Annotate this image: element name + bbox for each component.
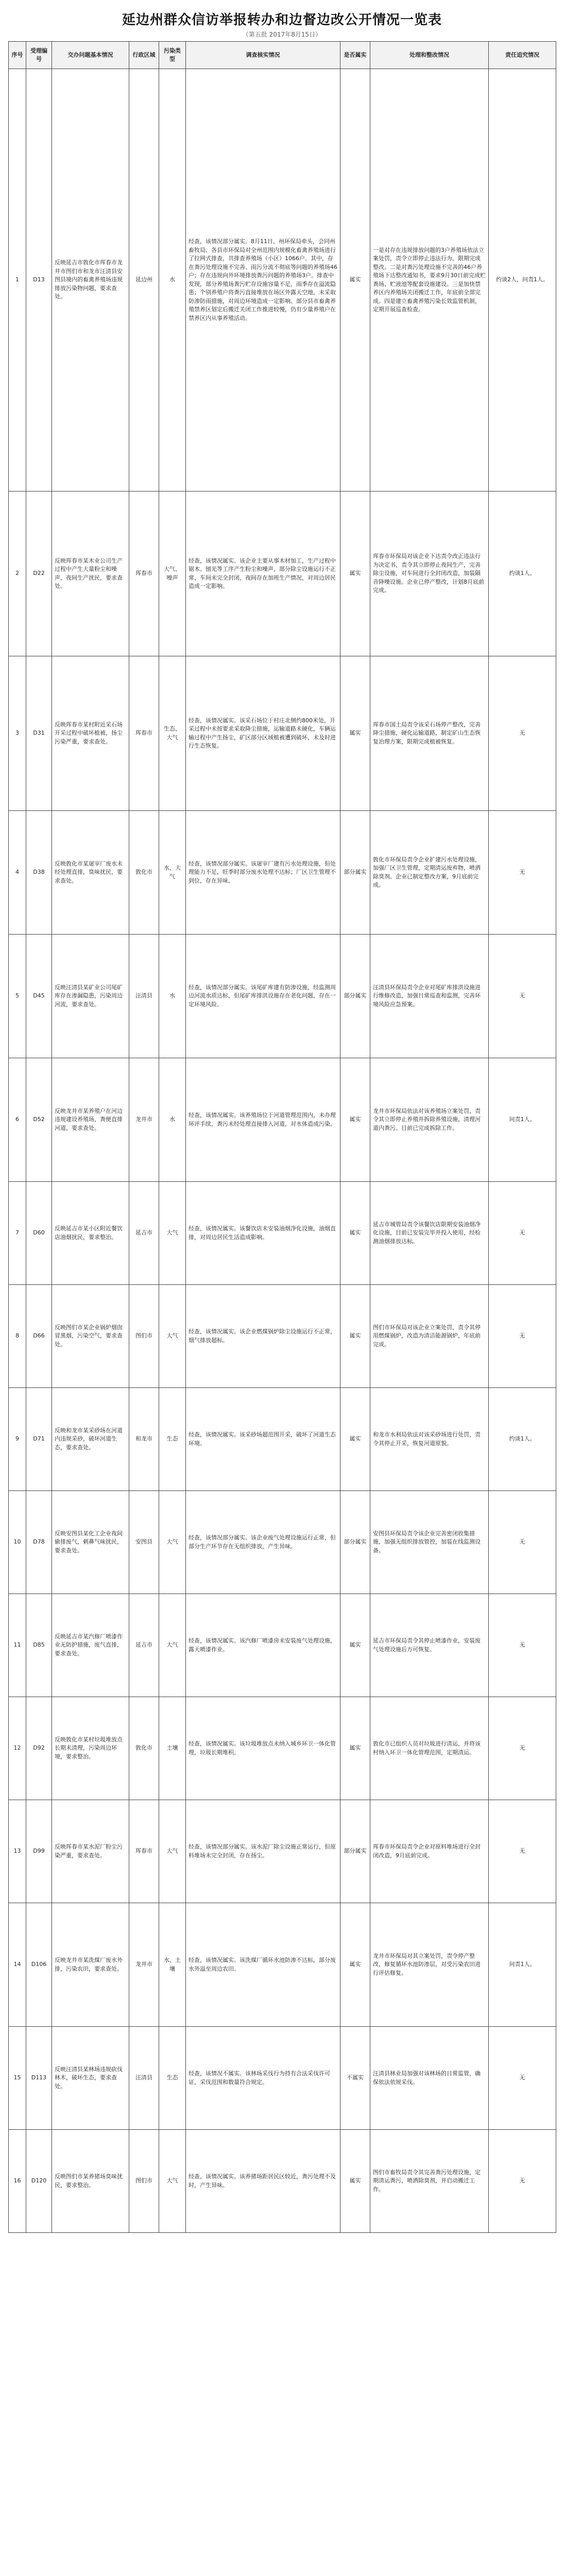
accountability-cell: 无 bbox=[489, 656, 556, 811]
issue-cell: 反映珲春市某木业公司生产过程中产生大量粉尘和噪声，夜间生产扰民，要求查处。 bbox=[52, 492, 129, 656]
table-row bbox=[9, 656, 556, 811]
handling-cell: 龙井市环保局对其立案处罚，责令停产整改，修复循环水池防渗层，对受污染农田进行评估修复。 bbox=[370, 1903, 489, 2027]
accountability-cell: 约谈1人。 bbox=[489, 492, 556, 656]
handling-cell: 龙井市环保局依法对该养殖场立案处罚，责令其立即停止养殖并拆除养殖设施，清理河道内粪污。目前已完成拆除工作。 bbox=[370, 1058, 489, 1182]
table-row bbox=[9, 935, 556, 1058]
issue-cell: 反映延吉市某小区附近餐饮店油烟扰民，要求整治。 bbox=[52, 1182, 129, 1285]
handling-cell: 汪清县林业局加强对该林场的日常监管，确保依法依规采伐。 bbox=[370, 2027, 489, 2130]
header-cell: 处理和整改情况 bbox=[370, 42, 489, 69]
header-cell: 受理编号 bbox=[26, 42, 52, 69]
table-header-row bbox=[9, 42, 556, 69]
issue-cell: 反映延吉市敦化市珲春市龙井市图们市和龙市汪清县安图县境内的畜禽养殖场违规排放污染物问题，要求查处。 bbox=[52, 69, 129, 492]
pollution-type-cell: 水 bbox=[159, 69, 186, 492]
finding-cell: 经查，该情况属实。该汽修厂喷漆房未安装废气处理设施，露天喷漆作业。 bbox=[186, 1594, 340, 1697]
handling-cell: 汪清县环保局责令企业对尾矿库排洪设施进行维修改造，加强日常巡查和监测，完善环境风险应急预案。 bbox=[370, 935, 489, 1058]
pollution-type-cell: 大气 bbox=[159, 1285, 186, 1388]
region-cell: 汪清县 bbox=[129, 935, 159, 1058]
issue-cell: 反映图们市某养猪场臭味扰民，要求整治。 bbox=[52, 2130, 129, 2233]
row-number: 13 bbox=[9, 1800, 26, 1903]
accountability-cell: 无 bbox=[489, 1182, 556, 1285]
handling-cell: 延吉市环保局责令其停止喷漆作业，安装废气处理设施后方可恢复。 bbox=[370, 1594, 489, 1697]
accountability-cell: 无 bbox=[489, 1800, 556, 1903]
finding-cell: 经查，该情况属实。该采砂场超范围开采，破坏了河道生态环境。 bbox=[186, 1388, 340, 1491]
pollution-type-cell: 生态 bbox=[159, 2027, 186, 2130]
verified-cell: 属实 bbox=[340, 1903, 370, 2027]
handling-cell: 珲春市环保局对该企业下达责令改正违法行为决定书，责令其立即停止夜间生产，完善除尘设施，对车间进行全封闭改造，加装隔音降噪设施。企业已停产整改，计划8月底前完成。 bbox=[370, 492, 489, 656]
accountability-cell: 无 bbox=[489, 811, 556, 935]
finding-cell: 经查，该情况部分属实。该企业废气处理设施运行正常，但部分生产环节存在无组织排放，产生异味。 bbox=[186, 1491, 340, 1594]
pollution-type-cell: 大气 bbox=[159, 1594, 186, 1697]
header-cell: 污染类型 bbox=[159, 42, 186, 69]
issue-cell: 反映汪清县某林场违规砍伐林木，破坏生态，要求查处。 bbox=[52, 2027, 129, 2130]
row-number: 5 bbox=[9, 935, 26, 1058]
region-cell: 图们市 bbox=[129, 1285, 159, 1388]
region-cell: 敦化市 bbox=[129, 811, 159, 935]
verified-cell: 属实 bbox=[340, 1182, 370, 1285]
finding-cell: 经查，该情况不属实。该林场采伐行为持有合法采伐许可证，采伐范围和数量符合规定。 bbox=[186, 2027, 340, 2130]
accountability-cell: 无 bbox=[489, 2130, 556, 2233]
header-cell: 调查核实情况 bbox=[186, 42, 340, 69]
accountability-cell: 无 bbox=[489, 1594, 556, 1697]
table-row bbox=[9, 1903, 556, 2027]
handling-cell: 图们市畜牧局责令其完善粪污处理设施，定期清运粪污，喷洒除臭剂，并启动搬迁工作。 bbox=[370, 2130, 489, 2233]
issue-cell: 反映珲春市某村附近采石场开采过程中破坏植被，扬尘污染严重，要求查处。 bbox=[52, 656, 129, 811]
pollution-type-cell: 大气、噪声 bbox=[159, 492, 186, 656]
accountability-cell: 无 bbox=[489, 935, 556, 1058]
region-cell: 敦化市 bbox=[129, 1697, 159, 1800]
issue-cell: 反映图们市某企业锅炉烟囱冒黑烟，污染空气，要求查处。 bbox=[52, 1285, 129, 1388]
case-id: D113 bbox=[26, 2027, 52, 2130]
table-row bbox=[9, 1285, 556, 1388]
issue-cell: 反映延吉市某汽修厂喷漆作业无防护措施，废气直排，要求查处。 bbox=[52, 1594, 129, 1697]
table-row bbox=[9, 811, 556, 935]
finding-cell: 经查，该情况部分属实。8月11日，州环保局牵头，会同州畜牧局、各县市环保局对全州范围内规模化畜禽养殖场进行了拉网式排查，共排查养殖场（小区）1066户。其中，存在粪污处理设施不完善、雨污分流不彻底等问题的养殖场46户；存在违规向外环境排放粪污问题的养殖场3户。排查中发现，部分养殖场粪污贮存设施容量不足，雨季存在溢流隐患；个别养殖户将粪污直接堆放在场区外露天空地，未采取防渗防雨措施，对周边环境造成一定影响。部分县市畜禽养殖禁养区划定后搬迁关闭工作推进较慢，仍有少量养殖户在禁养区内从事养殖活动。 bbox=[186, 69, 340, 492]
handling-cell: 珲春市环保局责令企业对原料堆场进行全封闭改造，9月底前完成。 bbox=[370, 1800, 489, 1903]
verified-cell: 属实 bbox=[340, 69, 370, 492]
verified-cell: 属实 bbox=[340, 656, 370, 811]
page-subtitle: （第五批 2017年8月15日） bbox=[242, 31, 322, 38]
handling-cell: 敦化市已组织人员对垃圾进行清运，并将该村纳入环卫一体化管理范围，定期清运。 bbox=[370, 1697, 489, 1800]
verified-cell: 属实 bbox=[340, 1058, 370, 1182]
issue-cell: 反映敦化市某村垃圾堆放点长期未清理，污染周边环境，要求整治。 bbox=[52, 1697, 129, 1800]
handling-cell: 和龙市水利局依法对该采砂场进行处罚，责令其停止开采，恢复河道原貌。 bbox=[370, 1388, 489, 1491]
finding-cell: 经查，该情况属实。该养殖场位于河道管理范围内，未办理环评手续，粪污未经处理直接排入河道，对水体造成污染。 bbox=[186, 1058, 340, 1182]
finding-cell: 经查，该情况属实。该企业燃煤锅炉除尘设施运行不正常，烟气排放超标。 bbox=[186, 1285, 340, 1388]
verified-cell: 部分属实 bbox=[340, 1491, 370, 1594]
header-cell: 责任追究情况 bbox=[489, 42, 556, 69]
table-row bbox=[9, 1388, 556, 1491]
row-number: 2 bbox=[9, 492, 26, 656]
row-number: 8 bbox=[9, 1285, 26, 1388]
row-number: 16 bbox=[9, 2130, 26, 2233]
table-row bbox=[9, 2130, 556, 2233]
handling-cell: 延吉市城管局责令该餐饮店限期安装油烟净化设施，目前已安装完毕并投入使用，经检测油烟排放达标。 bbox=[370, 1182, 489, 1285]
case-id: D45 bbox=[26, 935, 52, 1058]
pollution-type-cell: 水、土壤 bbox=[159, 1903, 186, 2027]
pollution-type-cell: 生态 bbox=[159, 1388, 186, 1491]
region-cell: 龙井市 bbox=[129, 1058, 159, 1182]
row-number: 4 bbox=[9, 811, 26, 935]
finding-cell: 经查，该情况部分属实。该屠宰厂建有污水处理设施，但处理能力不足，旺季时部分废水处理不达标；厂区卫生管理不到位，存在异味。 bbox=[186, 811, 340, 935]
region-cell: 和龙市 bbox=[129, 1388, 159, 1491]
row-number: 12 bbox=[9, 1697, 26, 1800]
case-id: D99 bbox=[26, 1800, 52, 1903]
row-number: 10 bbox=[9, 1491, 26, 1594]
finding-cell: 经查，该情况属实。该养猪场距居民区较近，粪污处理不及时，产生异味。 bbox=[186, 2130, 340, 2233]
row-number: 11 bbox=[9, 1594, 26, 1697]
row-number: 6 bbox=[9, 1058, 26, 1182]
verified-cell: 属实 bbox=[340, 2130, 370, 2233]
case-id: D85 bbox=[26, 1594, 52, 1697]
region-cell: 延吉市 bbox=[129, 1594, 159, 1697]
finding-cell: 经查，该情况部分属实。该尾矿库建有防渗设施，经监测周边河流水质达标，但尾矿库排洪设施存在老化问题，存在一定环境风险。 bbox=[186, 935, 340, 1058]
table-row bbox=[9, 1491, 556, 1594]
header-cell: 是否属实 bbox=[340, 42, 370, 69]
verified-cell: 属实 bbox=[340, 1285, 370, 1388]
table-row bbox=[9, 492, 556, 656]
case-id: D52 bbox=[26, 1058, 52, 1182]
report-table bbox=[8, 41, 556, 2233]
finding-cell: 经查，该情况属实。该企业主要从事木材加工，生产过程中锯木、刨光等工序产生粉尘和噪声，部分除尘设施运行不正常，车间未完全封闭，夜间存在加班生产情况，对周边居民造成一定影响。 bbox=[186, 492, 340, 656]
region-cell: 珲春市 bbox=[129, 1800, 159, 1903]
page-title: 延边州群众信访举报转办和边督边改公开情况一览表 bbox=[122, 12, 442, 28]
finding-cell: 经查，该情况属实。该洗煤厂循环水池防渗不达标，部分废水外溢至周边农田。 bbox=[186, 1903, 340, 2027]
accountability-cell: 无 bbox=[489, 1697, 556, 1800]
row-number: 15 bbox=[9, 2027, 26, 2130]
issue-cell: 反映汪清县某矿业公司尾矿库存在渗漏隐患，污染周边河流，要求查处。 bbox=[52, 935, 129, 1058]
issue-cell: 反映和龙市某采砂场在河道内违规采砂，破坏河道生态，要求查处。 bbox=[52, 1388, 129, 1491]
verified-cell: 部分属实 bbox=[340, 1800, 370, 1903]
case-id: D71 bbox=[26, 1388, 52, 1491]
accountability-cell: 无 bbox=[489, 2027, 556, 2130]
row-number: 14 bbox=[9, 1903, 26, 2027]
case-id: D92 bbox=[26, 1697, 52, 1800]
table-row bbox=[9, 1800, 556, 1903]
table-row bbox=[9, 2027, 556, 2130]
table-row bbox=[9, 69, 556, 492]
verified-cell: 属实 bbox=[340, 1388, 370, 1491]
header-cell: 交办问题基本情况 bbox=[52, 42, 129, 69]
handling-cell: 珲春市国土局责令该采石场停产整改，完善降尘措施，硬化运输道路，制定矿山生态恢复治理方案，限期完成植被恢复。 bbox=[370, 656, 489, 811]
pollution-type-cell: 水 bbox=[159, 935, 186, 1058]
case-id: D60 bbox=[26, 1182, 52, 1285]
accountability-cell: 约谈2人，问责1人。 bbox=[489, 69, 556, 492]
row-number: 1 bbox=[9, 69, 26, 492]
row-number: 9 bbox=[9, 1388, 26, 1491]
region-cell: 图们市 bbox=[129, 2130, 159, 2233]
case-id: D38 bbox=[26, 811, 52, 935]
region-cell: 延吉市 bbox=[129, 1182, 159, 1285]
header-cell: 行政区域 bbox=[129, 42, 159, 69]
handling-cell: 敦化市环保局责令企业扩建污水处理设施，加强厂区卫生管理，定期清运废弃物，喷洒除臭剂。企业已制定整改方案，9月底前完成。 bbox=[370, 811, 489, 935]
issue-cell: 反映龙井市某洗煤厂废水外排，污染农田，要求查处。 bbox=[52, 1903, 129, 2027]
verified-cell: 部分属实 bbox=[340, 811, 370, 935]
region-cell: 龙井市 bbox=[129, 1903, 159, 2027]
verified-cell: 部分属实 bbox=[340, 935, 370, 1058]
table-row bbox=[9, 1594, 556, 1697]
case-id: D78 bbox=[26, 1491, 52, 1594]
case-id: D13 bbox=[26, 69, 52, 492]
issue-cell: 反映安图县某化工企业夜间偷排废气，刺鼻气味扰民，要求查处。 bbox=[52, 1491, 129, 1594]
issue-cell: 反映珲春市某水泥厂粉尘污染严重，要求查处。 bbox=[52, 1800, 129, 1903]
verified-cell: 不属实 bbox=[340, 2027, 370, 2130]
handling-cell: 一是对存在违规排放问题的3户养殖场依法立案处罚，责令立即停止违法行为，限期完成整改。二是对粪污处理设施不完善的46户养殖场下达整改通知书，要求9月30日前完成贮粪场、贮液池等配套设施建设。三是加快禁养区内养殖场关闭搬迁工作，年底前全部完成。四是建立畜禽养殖污染长效监管机制，定期开展巡查检查。 bbox=[370, 69, 489, 492]
case-id: D22 bbox=[26, 492, 52, 656]
region-cell: 珲春市 bbox=[129, 656, 159, 811]
region-cell: 安图县 bbox=[129, 1491, 159, 1594]
finding-cell: 经查，该情况部分属实。该水泥厂除尘设施正常运行，但原料堆场未完全封闭，存在扬尘。 bbox=[186, 1800, 340, 1903]
pollution-type-cell: 大气 bbox=[159, 2130, 186, 2233]
finding-cell: 经查，该情况属实。该餐饮店未安装油烟净化设施，油烟直排，对周边居民生活造成影响。 bbox=[186, 1182, 340, 1285]
case-id: D120 bbox=[26, 2130, 52, 2233]
case-id: D66 bbox=[26, 1285, 52, 1388]
region-cell: 延边州 bbox=[129, 69, 159, 492]
accountability-cell: 无 bbox=[489, 1285, 556, 1388]
accountability-cell: 问责1人。 bbox=[489, 1903, 556, 2027]
pollution-type-cell: 生态、大气 bbox=[159, 656, 186, 811]
table-body bbox=[9, 69, 556, 2233]
handling-cell: 安图县环保局责令该企业完善密闭收集措施，加强无组织排放管控，加装在线监测设备。 bbox=[370, 1491, 489, 1594]
accountability-cell: 问责1人。 bbox=[489, 1058, 556, 1182]
row-number: 7 bbox=[9, 1182, 26, 1285]
header-cell: 序号 bbox=[9, 42, 26, 69]
accountability-cell: 约谈1人。 bbox=[489, 1388, 556, 1491]
issue-cell: 反映龙井市某养殖户在河边违规建设养殖场，粪便直排河道，要求查处。 bbox=[52, 1058, 129, 1182]
table-row bbox=[9, 1697, 556, 1800]
handling-cell: 图们市环保局对该企业立案处罚，责令其停用燃煤锅炉，改造为清洁能源锅炉，年底前完成。 bbox=[370, 1285, 489, 1388]
issue-cell: 反映敦化市某屠宰厂废水未经处理直排，臭味扰民，要求查处。 bbox=[52, 811, 129, 935]
table-row bbox=[9, 1058, 556, 1182]
pollution-type-cell: 大气 bbox=[159, 1491, 186, 1594]
case-id: D106 bbox=[26, 1903, 52, 2027]
pollution-type-cell: 大气 bbox=[159, 1182, 186, 1285]
case-id: D31 bbox=[26, 656, 52, 811]
verified-cell: 属实 bbox=[340, 492, 370, 656]
verified-cell: 属实 bbox=[340, 1697, 370, 1800]
pollution-type-cell: 大气 bbox=[159, 1800, 186, 1903]
finding-cell: 经查，该情况属实。该垃圾堆放点未纳入城乡环卫一体化管理，垃圾长期堆积。 bbox=[186, 1697, 340, 1800]
region-cell: 汪清县 bbox=[129, 2027, 159, 2130]
verified-cell: 属实 bbox=[340, 1594, 370, 1697]
pollution-type-cell: 水 bbox=[159, 1058, 186, 1182]
row-number: 3 bbox=[9, 656, 26, 811]
pollution-type-cell: 水、大气 bbox=[159, 811, 186, 935]
table-row bbox=[9, 1182, 556, 1285]
region-cell: 珲春市 bbox=[129, 492, 159, 656]
accountability-cell: 无 bbox=[489, 1491, 556, 1594]
pollution-type-cell: 土壤 bbox=[159, 1697, 186, 1800]
finding-cell: 经查，该情况属实。该采石场位于村庄北侧约800米处，开采过程中未按要求采取降尘措施，运输道路未硬化，车辆运输过程中产生扬尘，矿区部分区域植被遭到破坏，未及时进行生态恢复。 bbox=[186, 656, 340, 811]
